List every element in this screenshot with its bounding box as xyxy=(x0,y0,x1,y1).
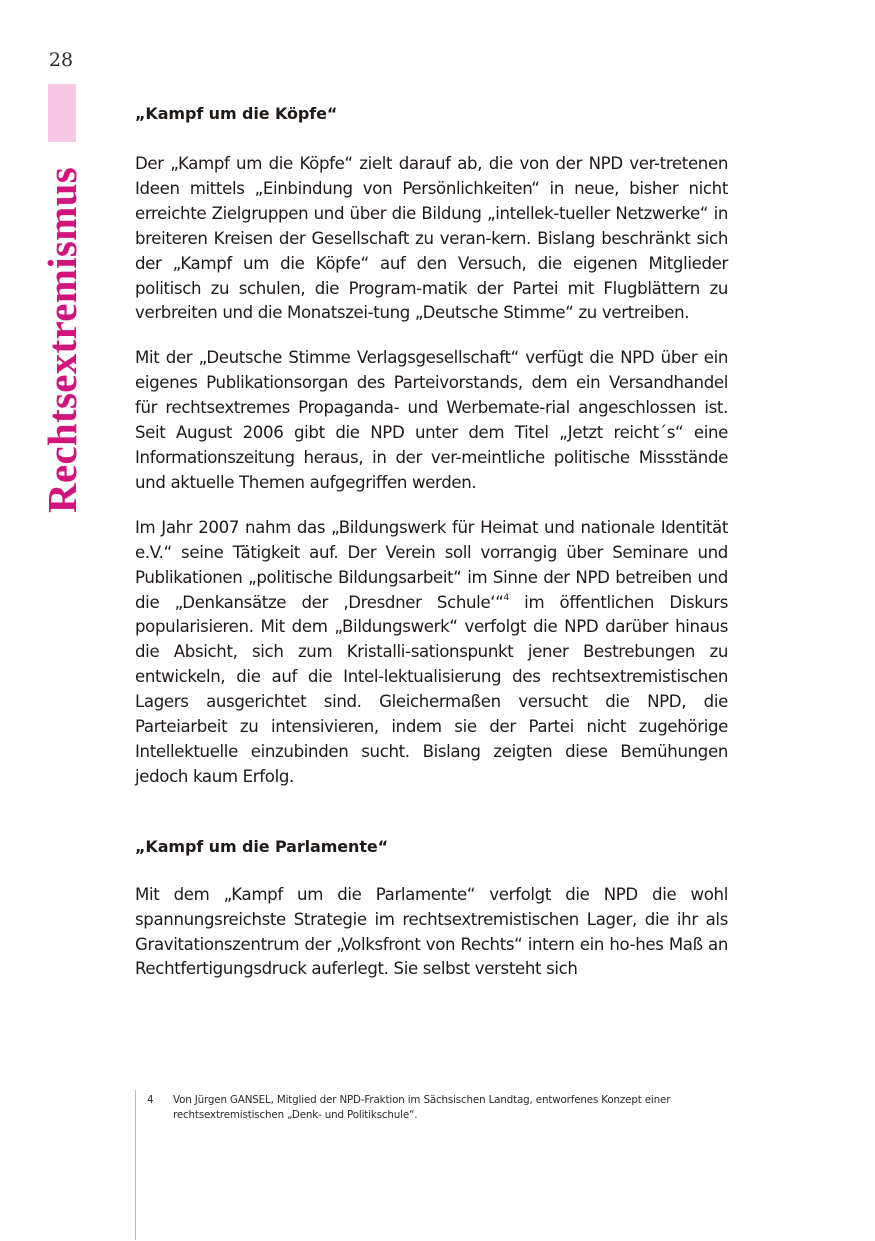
footnote xyxy=(147,1093,727,1123)
footnote-text: Von Jürgen GANSEL, Mitglied der NPD-Fraktion im Sächsischen Landtag, entworfenes Konzept einer rechtsextremistischen „Denk- und Politikschule“. xyxy=(173,1094,671,1121)
paragraph-2: Mit der „Deutsche Stimme Verlagsgesellschaft“ verfügt die NPD über ein eigenes Publikationsorgan des Parteivorstands, dem ein Versandhandel für rechtsextremes Propaganda- und Werbemate-rial angeschlossen ist. Seit August 2006 gibt die NPD unter dem Titel „Jetzt reicht´s“ eine Informationszeitung heraus, in der ver-meintliche politische Missstände und aktuelle Themen aufgegriffen werden. xyxy=(135,348,728,492)
main-text xyxy=(135,102,728,982)
paragraph-3-end: im öffentlichen Diskurs popularisieren. Mit dem „Bildungswerk“ verfolgt die NPD darüber hinaus die Absicht, sich zum Kristalli-sationspunkt jener Bestrebungen zu entwickeln, die auf die Intel-lektualisierung des rechtsextremistischen Lagers ausgerichtet sind. Gleichermaßen versucht die NPD, die Parteiarbeit zu intensivieren, indem sie der Partei nicht zugehörige Intellektuelle einzubinden sucht. Bislang zeigten diese Bemühungen jedoch kaum Erfolg. xyxy=(135,592,728,786)
footnote-reference: 4 xyxy=(503,592,509,603)
page-number: 28 xyxy=(48,49,74,71)
side-title: Rechtsextremismus xyxy=(39,167,85,513)
heading-kampf-um-die-parlamente: „Kampf um die Parlamente“ xyxy=(135,836,389,856)
heading-kampf-um-die-koepfe: „Kampf um die Köpfe“ xyxy=(135,104,338,123)
pink-header-band xyxy=(48,84,76,142)
paragraph-3 xyxy=(135,516,728,790)
footnote-margin-rule xyxy=(135,1090,136,1240)
paragraph-1: Der „Kampf um die Köpfe“ zielt darauf ab, die von der NPD ver-tretenen Ideen mittels „Einbindung von Persönlichkeiten“ in neue, bisher nicht erreichte Zielgruppen und über die Bildung „intellek-tueller Netzwerke“ in breiteren Kreisen der Gesellschaft zu veran-kern. Bislang beschränkt sich der „Kampf um die Köpfe“ auf den Versuch, die eigenen Mitglieder politisch zu schulen, die Program-matik der Partei mit Flugblättern zu verbreiten und die Monatszei-tung „Deutsche Stimme“ zu vertreiben. xyxy=(135,154,728,323)
paragraph-3-start: Im Jahr 2007 nahm das „Bildungswerk für Heimat und nationale Identität e.V.“ seine Tätigkeit auf. Der Verein soll vorrangig über Seminare und Publikationen „politische Bildungsarbeit“ im Sinne der NPD betreiben und die „Denkansätze der ‚Dresdner Schule‘“ xyxy=(135,517,728,612)
paragraph-4: Mit dem „Kampf um die Parlamente“ verfolgt die NPD die wohl spannungsreichste Strategie im rechtsextremistischen Lager, die ihr als Gravitationszentrum der „Volksfront von Rechts“ intern ein ho-hes Maß an Rechtfertigungsdruck auferlegt. Sie selbst versteht sich xyxy=(135,884,728,979)
footnote-number: 4 xyxy=(147,1094,154,1106)
